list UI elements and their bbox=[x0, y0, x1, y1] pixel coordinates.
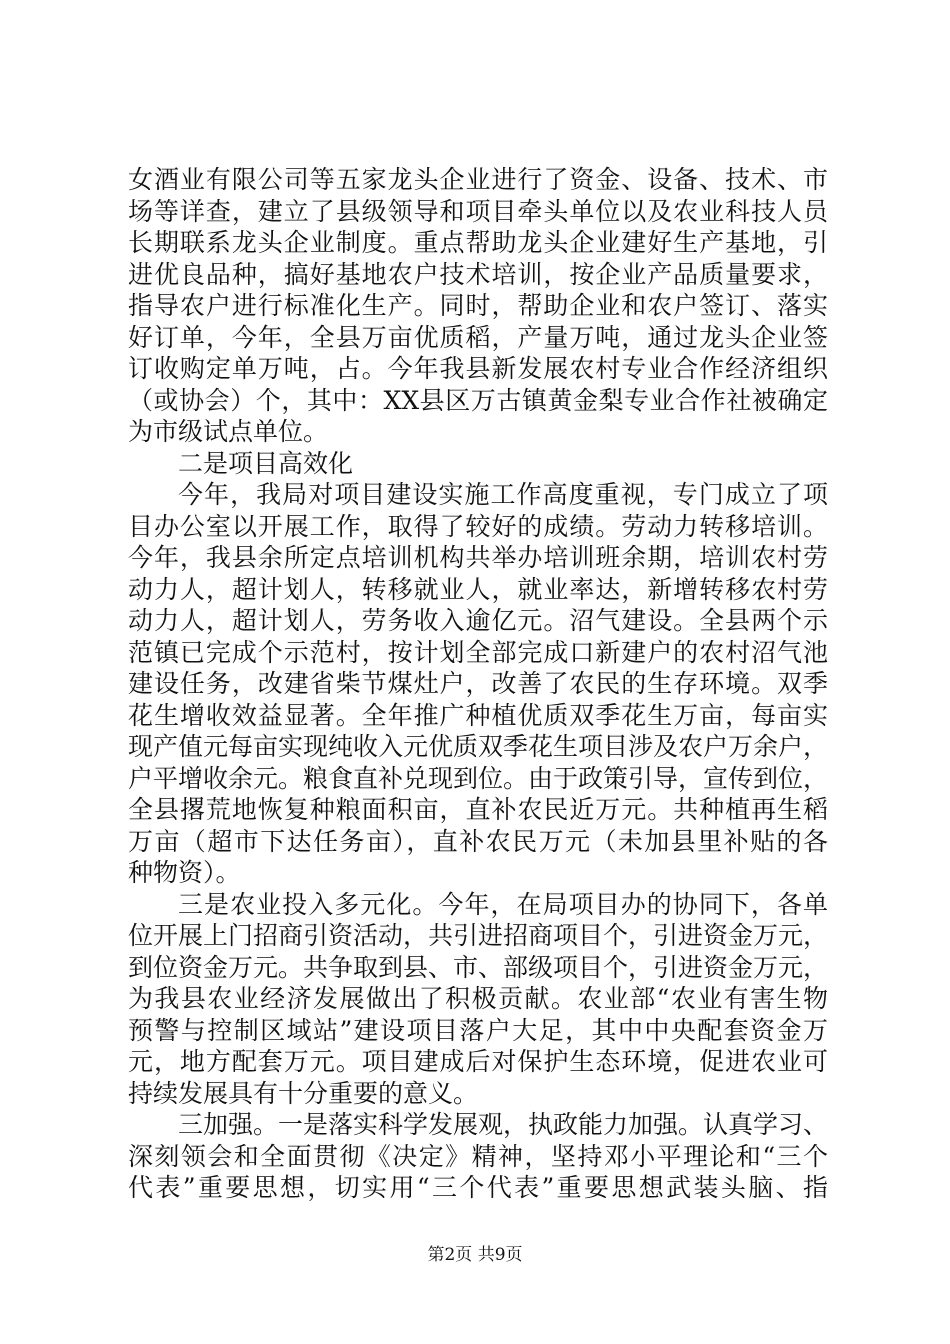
text-line: 订收购定单万吨，占。今年我县新发展农村专业合作经济组织 bbox=[128, 354, 828, 383]
text-line: 今年，我局对项目建设实施工作高度重视，专门成立了项 bbox=[178, 480, 828, 509]
text-line: 代表”重要思想，切实用“三个代表”重要思想武装头脑、指 bbox=[128, 1173, 828, 1202]
page-footer: 第2页 共9页 bbox=[427, 1245, 523, 1265]
text-line: 为市级试点单位。 bbox=[128, 417, 329, 446]
text-line: 范镇已完成个示范村，按计划全部完成口新建户的农村沼气池 bbox=[128, 637, 828, 667]
text-line: 长期联系龙头企业制度。重点帮助龙头企业建好生产基地，引 bbox=[128, 228, 828, 257]
document-body bbox=[128, 164, 828, 1204]
text-line: 女酒业有限公司等五家龙头企业进行了资金、设备、技术、市 bbox=[128, 165, 828, 194]
text-line: 场等详查，建立了县级领导和项目牵头单位以及农业科技人员 bbox=[128, 196, 828, 226]
text-line: 目办公室以开展工作，取得了较好的成绩。劳动力转移培训。 bbox=[128, 511, 828, 541]
text-line: 动力人，超计划人，转移就业人，就业率达，新增转移农村劳 bbox=[128, 574, 828, 604]
text-line: 进优良品种，搞好基地农户技术培训，按企业产品质量要求， bbox=[128, 259, 828, 289]
text-line: 动力人，超计划人，劳务收入逾亿元。沼气建设。全县两个示 bbox=[128, 606, 828, 635]
text-line: 指导农户进行标准化生产。同时，帮助企业和农户签订、落实 bbox=[128, 291, 828, 320]
text-line: 今年，我县余所定点培训机构共举办培训班余期，培训农村劳 bbox=[128, 543, 828, 572]
text-line: 二是项目高效化 bbox=[178, 448, 354, 478]
text-line: 好订单，今年，全县万亩优质稻，产量万吨，通过龙头企业签 bbox=[128, 322, 828, 352]
text-line: 建设任务，改建省柴节煤灶户，改善了农民的生存环境。双季 bbox=[128, 669, 828, 698]
text-line: 户平增收余元。粮食直补兑现到位。由于政策引导，宣传到位， bbox=[128, 763, 828, 793]
text-line: 深刻领会和全面贯彻《决定》精神，坚持邓小平理论和“三个 bbox=[128, 1141, 828, 1171]
text-line: 种物资）。 bbox=[128, 858, 241, 887]
text-line: 三加强。一是落实科学发展观，执政能力加强。认真学习、 bbox=[178, 1110, 828, 1139]
text-line: 位开展上门招商引资活动，共引进招商项目个，引进资金万元， bbox=[128, 921, 828, 950]
text-line: 全县撂荒地恢复种粮面积亩，直补农民近万元。共种植再生稻 bbox=[128, 795, 828, 824]
text-line: 元，地方配套万元。项目建成后对保护生态环境，促进农业可 bbox=[128, 1047, 828, 1076]
text-line: 现产值元每亩实现纯收入元优质双季花生项目涉及农户万余户， bbox=[128, 732, 828, 761]
text-line: 到位资金万元。共争取到县、市、部级项目个，引进资金万元， bbox=[128, 952, 828, 982]
text-line: 为我县农业经济发展做出了积极贡献。农业部“农业有害生物 bbox=[128, 984, 828, 1013]
text-line: （或协会）个，其中：XX县区万古镇黄金梨专业合作社被确定 bbox=[128, 385, 828, 415]
text-line: 花生增收效益显著。全年推广种植优质双季花生万亩，每亩实 bbox=[128, 700, 828, 730]
text-line: 预警与控制区域站”建设项目落户大足，其中中央配套资金万 bbox=[128, 1015, 828, 1045]
text-line: 三是农业投入多元化。今年，在局项目办的协同下，各单 bbox=[178, 889, 828, 919]
text-line: 万亩（超市下达任务亩），直补农民万元（未加县里补贴的各 bbox=[128, 826, 828, 856]
text-line: 持续发展具有十分重要的意义。 bbox=[128, 1078, 479, 1108]
